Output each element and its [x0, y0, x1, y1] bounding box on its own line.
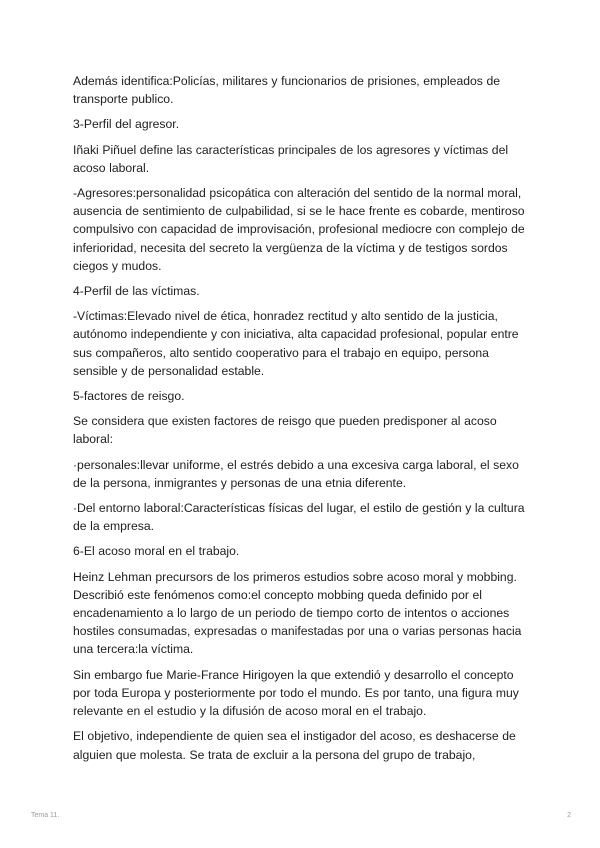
heading-perfil-agresor: 3-Perfil del agresor.	[73, 117, 180, 132]
paragraph-hirigoyen: Sin embargo fue Marie-France Hirigoyen la que extendió y desarrollo el concepto por toda Europa y posteriormente por todo el mundo. Es por tanto, una figura muy relevante en el estudio y la difusión de acoso moral en el trabajo.	[73, 667, 519, 719]
paragraph-lehman: Heinz Lehman precursors de los primeros estudios sobre acoso moral y mobbing. Describió este fenómenos como:el concepto mobbing queda definido por el encadenamiento a lo largo de un periodo de tiempo corto de intentos o acciones hostiles consumadas, expresadas o manifestadas por una o varias personas hacia una tercera:la víctima.	[73, 569, 522, 657]
page-body	[73, 72, 533, 771]
footer-page-number: 2	[567, 812, 571, 819]
heading-acoso-moral: 6-El acoso moral en el trabajo.	[73, 544, 240, 559]
paragraph-identifica: Además identifica:Policías, militares y funcionarios de prisiones, empleados de transporte publico.	[73, 74, 501, 107]
paragraph-entorno-laboral: ·Del entorno laboral:Características físicas del lugar, el estilo de gestión y la cultura de la empresa.	[73, 501, 525, 534]
paragraph-objetivo: El objetivo, independiente de quien sea el instigador del acoso, es deshacerse de alguien que molesta. Se trata de excluir a la persona del grupo de trabajo,	[73, 729, 516, 762]
footer-chapter-label: Tema 11.	[31, 812, 60, 819]
paragraph-personales: ·personales:llevar uniforme, el estrés debido a una excesiva carga laboral, el sexo de la persona, inmigrantes y personas de una etnia diferente.	[73, 457, 519, 490]
heading-factores-riesgo: 5-factores de reisgo.	[73, 389, 185, 404]
paragraph-factores-intro: Se considera que existen factores de reisgo que pueden predisponer al acoso laboral:	[73, 414, 497, 447]
paragraph-pinuel: Iñaki Piñuel define las características principales de los agresores y víctimas del acoso laboral.	[73, 142, 509, 175]
heading-perfil-victimas: 4-Perfil de las víctimas.	[73, 284, 200, 299]
paragraph-victimas: -Víctimas:Elevado nivel de ética, honradez rectitud y alto sentido de la justicia, autónomo independiente y con iniciativa, alta capacidad profesional, popular entre sus compañeros, alto sentido cooperativo para el trabajo en equipo, persona sensible y de personalidad estable.	[73, 309, 519, 378]
paragraph-agresores: -Agresores:personalidad psicopática con alteración del sentido de la normal moral, ausencia de sentimiento de culpabilidad, si se le hace frente es cobarde, mentiroso compulsivo con capacidad de improvisación, profesional mediocre con complejo de inferioridad, necesita del secreto la vergüenza de la víctima y de testigos sordos ciegos y mudos.	[73, 186, 525, 273]
